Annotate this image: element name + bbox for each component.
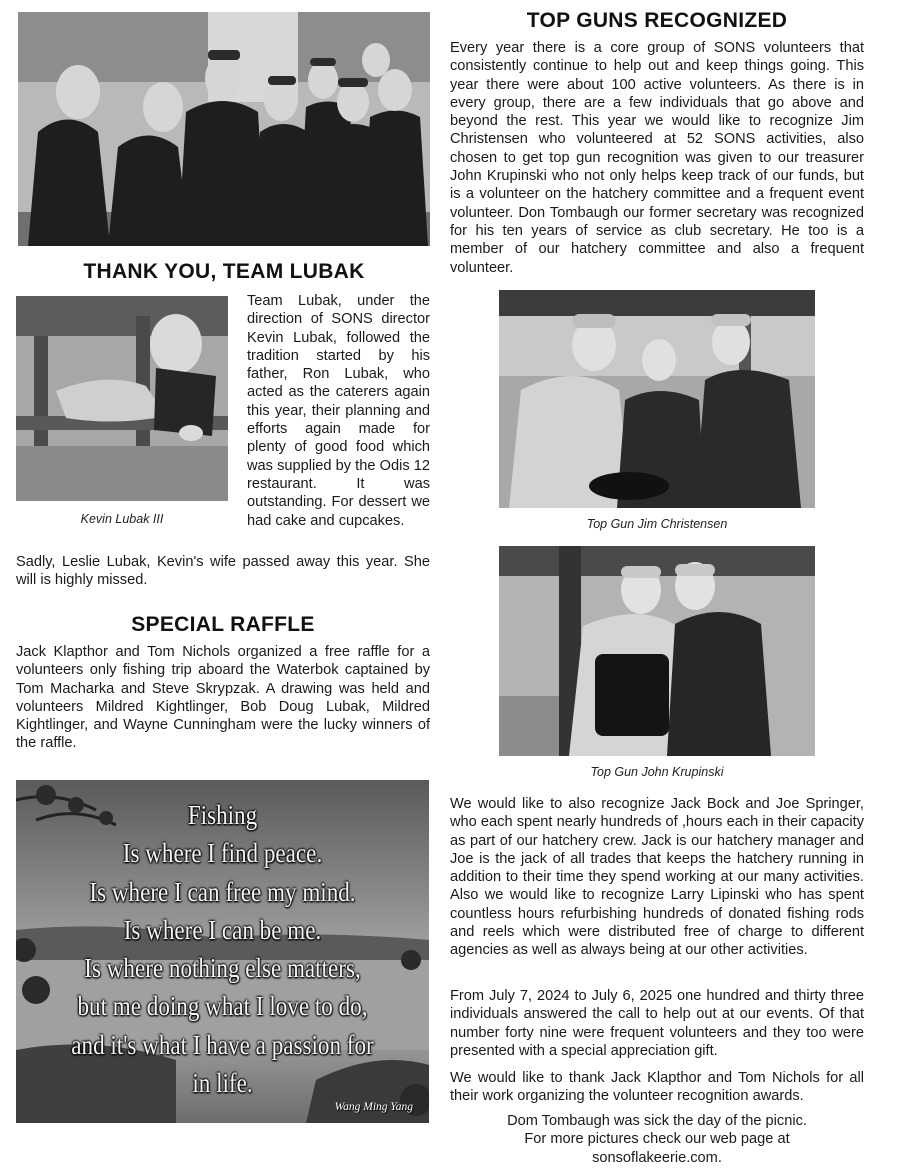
kevin-lubak-caption: Kevin Lubak III (80, 512, 164, 526)
dates-paragraph: From July 7, 2024 to July 6, 2025 one hundred and thirty three individuals answered the call to help out at our events. Of that number forty nine were frequent volunteers and they too were presented with a special appreciation gift. (450, 988, 864, 1059)
hatchery-paragraph: We would like to also recognize Jack Bock and Joe Springer, who each spent nearly hundreds of ,hours each in their capacity as part of our hatchery crew. Jack is our hatchery manager and Joe is the jack of all trades that keeps the hatchery running in addition to their time they spend working at our many activities. Also we would like to recognize Larry Lipinski who has spent countless hours refurbishing hundreds of donated fishing rods and reels which were distributed free of charge to different agencies as well as always being at our other activities. (450, 796, 864, 959)
john-krupinski-caption: Top Gun John Krupinski (590, 765, 724, 779)
poem-line: but me doing what I love to do, (77, 990, 368, 1022)
jim-christensen-caption: Top Gun Jim Christensen (586, 517, 728, 531)
team-lubak-body: Team Lubak, under the direction of SONS director Kevin Lubak, followed the tradition started by his father, Ron Lubak, who acted as the caterers again this year, their planning and efforts again made for plenty of good food which was supplied by the Odis 12 restaurant. It was outstanding. For dessert we had cake and cupcakes. (247, 293, 430, 529)
team-lubak-sadly: Sadly, Leslie Lubak, Kevin's wife passed away this year. She will is highly missed. (16, 554, 430, 589)
poem-line: Fishing (187, 799, 258, 830)
raffle-heading: SPECIAL RAFFLE (131, 613, 315, 636)
poem-line: in life. (192, 1067, 253, 1099)
footer-website-link[interactable]: sonsoflakeerie.com. (592, 1149, 722, 1166)
poem-line: Is where I can be me. (123, 913, 322, 945)
poem-line: Is where nothing else matters, (84, 952, 361, 984)
kevin-lubak-photo (16, 296, 228, 501)
footer-note (450, 1112, 864, 1167)
team-lubak-heading: THANK YOU, TEAM LUBAK (83, 260, 365, 283)
poem-line: and it's what I have a passion for (71, 1028, 374, 1060)
team-photo (18, 12, 430, 246)
poem-line: Is where I find peace. (122, 837, 323, 869)
top-guns-heading: TOP GUNS RECOGNIZED (526, 9, 788, 32)
footer-line: Dom Tombaugh was sick the day of the picnic. (507, 1113, 807, 1129)
jim-christensen-photo (499, 290, 815, 508)
footer-line: For more pictures check our web page at (524, 1131, 790, 1148)
raffle-body: Jack Klapthor and Tom Nichols organized a free raffle for a volunteers only fishing trip aboard the Waterbok captained by Tom Macharka and Steve Skrypzak. A drawing was held and volunteers Mildred Kightlinger, Bob Doug Lubak, Mildred Kightlinger, and Wayne Cunningham were the lucky winners of the raffle. (16, 644, 430, 752)
fishing-poem-image (16, 780, 429, 1123)
poem-text (49, 796, 396, 1102)
poem-line: Is where I can free my mind. (89, 875, 356, 907)
top-guns-body: Every year there is a core group of SONS volunteers that consistently continue to help out and keep things going. This year there were about 100 active volunteers. As there is in every group, there are a few individuals that go above and beyond the rest. This year we would like to recognize Jim Christensen who volunteered at 52 SONS activities, also chosen to get top gun recognition was given to our treasurer John Krupinski who not only helps keep track of our funds, but is a volunteer on the hatchery committee and a frequent event volunteer. Don Tombaugh our former secretary was recognized for his ten years of service as club secretary. He too is a member of our hatchery committee and also a frequent volunteer. (450, 40, 864, 276)
poem-signature: Wang Ming Yang (334, 1101, 413, 1113)
john-krupinski-photo (499, 546, 815, 756)
thanks-paragraph: We would like to thank Jack Klapthor and Tom Nichols for all their work organizing the volunteer recognition awards. (450, 1070, 864, 1105)
